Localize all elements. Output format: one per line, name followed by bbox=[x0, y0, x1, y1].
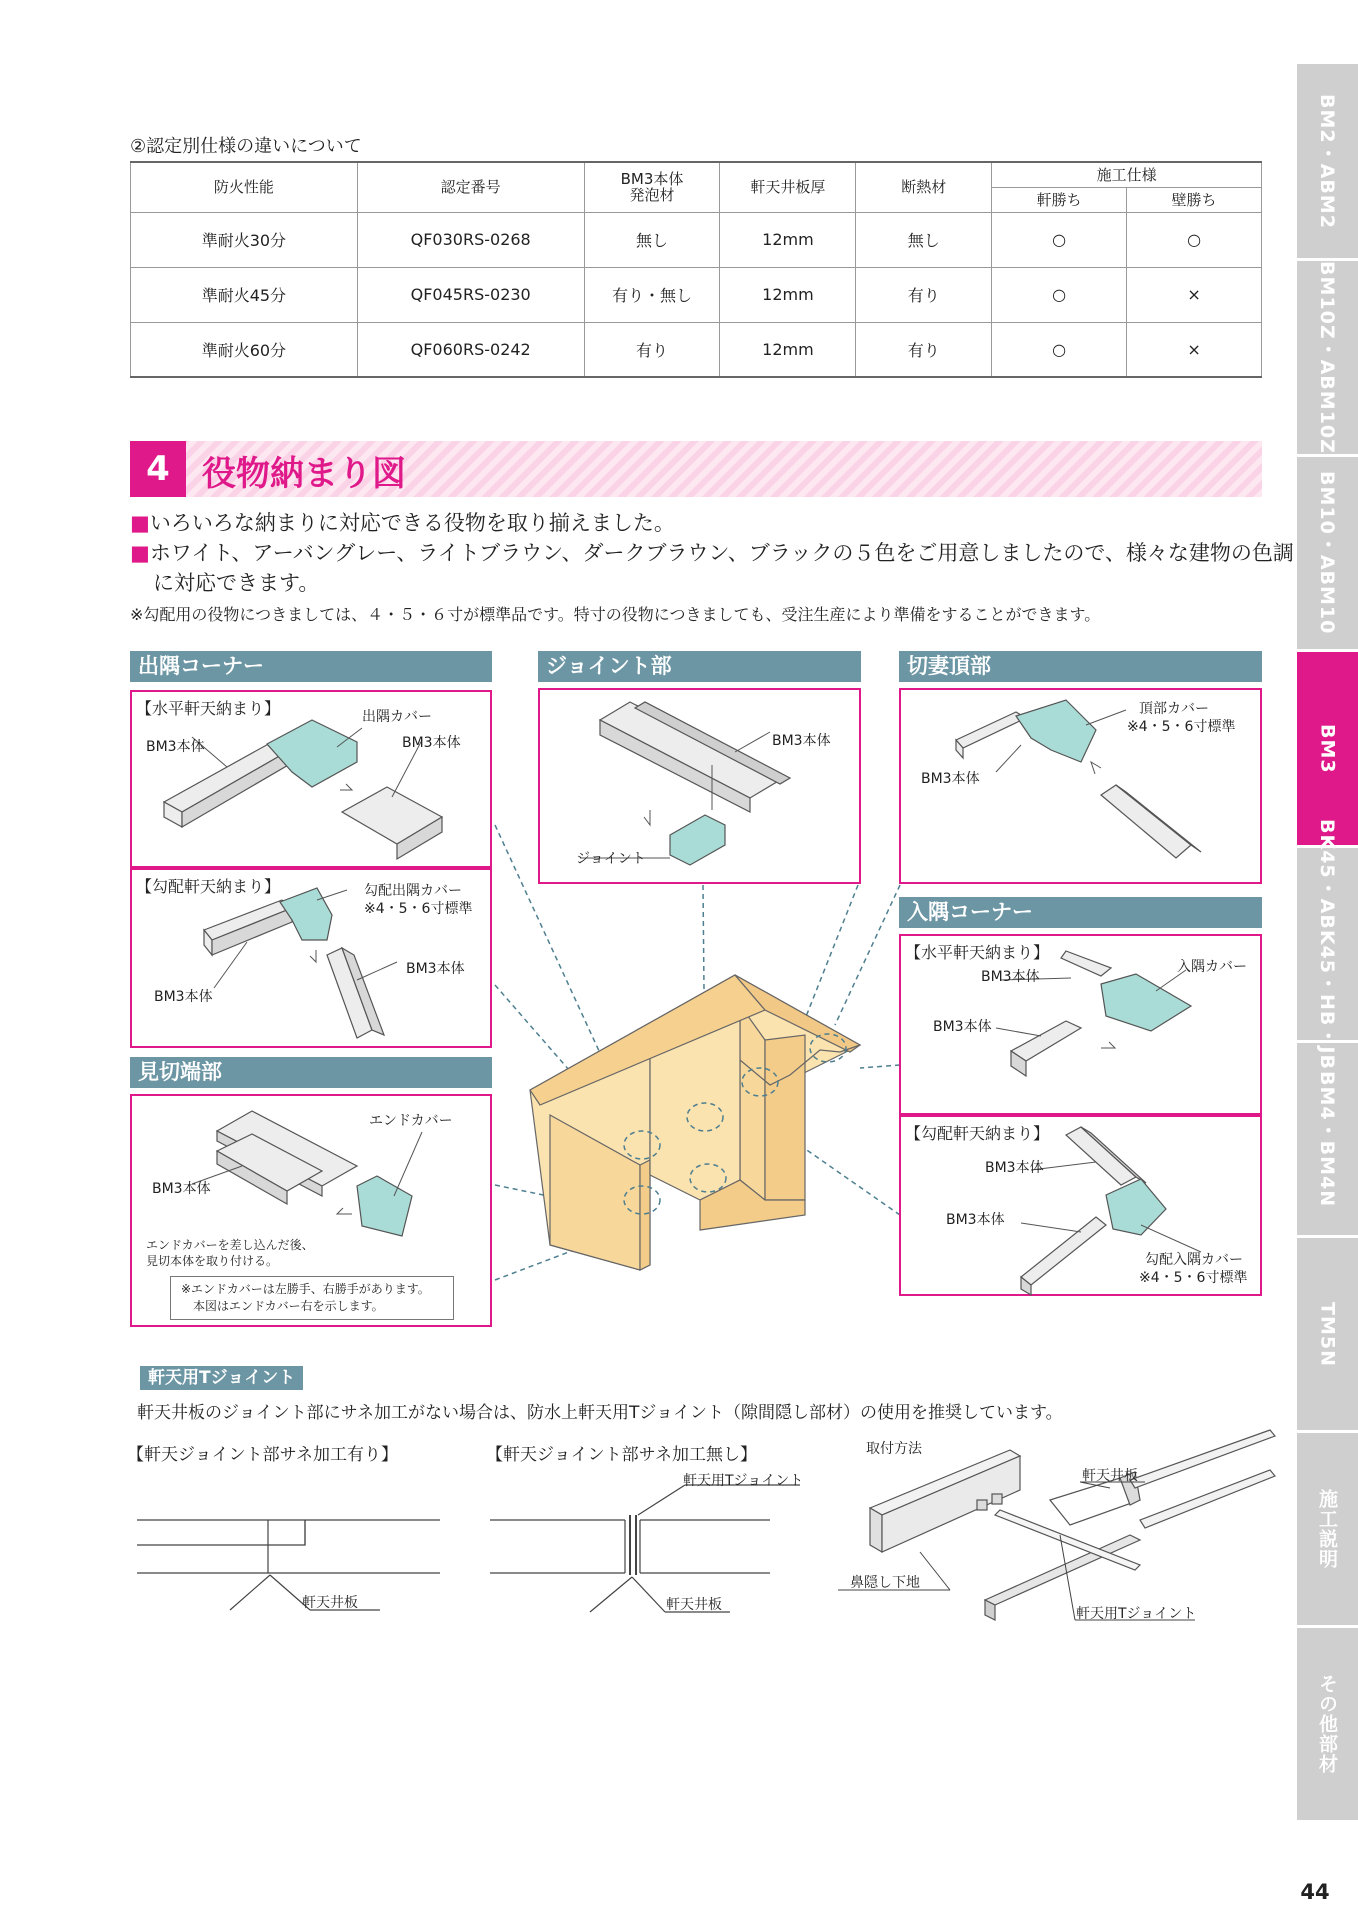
cell: × bbox=[1127, 267, 1262, 322]
cell: QF060RS-0242 bbox=[357, 322, 584, 377]
ic-s-cover-note: ※4・5・6寸標準 bbox=[1139, 1270, 1248, 1286]
cell: QF030RS-0268 bbox=[357, 212, 584, 267]
cell: 有り・無し bbox=[584, 267, 720, 322]
section-note: ※勾配用の役物につきましては、４・５・６寸が標準品です。特寸の役物につきましても、受注生産により準備をすることができます。 bbox=[130, 605, 1101, 624]
bullet-2: ■ホワイト、アーバングレー、ライトブラウン、ダークブラウン、ブラックの５色をご用意しましたので、様々な建物の色調 bbox=[130, 541, 1294, 565]
th-cert: 認定番号 bbox=[357, 162, 584, 212]
cell: ○ bbox=[992, 212, 1127, 267]
oc-s-body-right: BM3本体 bbox=[406, 961, 465, 977]
section-number: 4 bbox=[130, 441, 186, 497]
ic-h-title: 【水平軒天納まり】 bbox=[905, 943, 1050, 962]
cell: 準耐火45分 bbox=[131, 267, 358, 322]
cell: 無し bbox=[584, 212, 720, 267]
end-instruction-1: エンドカバーを差し込んだ後、 bbox=[146, 1238, 314, 1252]
cell: 12mm bbox=[720, 212, 856, 267]
gable-cover: 頂部カバー bbox=[1139, 701, 1209, 717]
joint-header: ジョイント部 bbox=[538, 651, 861, 682]
oc-s-title: 【勾配軒天納まり】 bbox=[136, 877, 281, 896]
ic-s-title: 【勾配軒天納まり】 bbox=[905, 1124, 1050, 1143]
section-title: 役物納まり図 bbox=[202, 454, 406, 494]
cell: × bbox=[1127, 322, 1262, 377]
end-note: ※エンドカバーは左勝手、右勝手があります。 本図はエンドカバー右を示します。 bbox=[170, 1276, 454, 1320]
table-title: ②認定別仕様の違いについて bbox=[130, 136, 362, 157]
page-number: 44 bbox=[1300, 1880, 1330, 1904]
oc-h-title: 【水平軒天納まり】 bbox=[136, 699, 281, 718]
th-insulation: 断熱材 bbox=[856, 162, 992, 212]
th-method-a: 軒勝ち bbox=[992, 187, 1127, 212]
without-tongue-board: 軒天井板 bbox=[666, 1597, 722, 1613]
cell: QF045RS-0230 bbox=[357, 267, 584, 322]
th-fire: 防火性能 bbox=[131, 162, 358, 212]
oc-s-cover-note: ※4・5・6寸標準 bbox=[364, 901, 473, 917]
cell: 12mm bbox=[720, 322, 856, 377]
ic-h-body-bottom: BM3本体 bbox=[933, 1019, 992, 1035]
tab-bm10z-abm10z[interactable]: BM10Z・ABM10Z bbox=[1297, 261, 1358, 457]
ic-h-cover: 入隅カバー bbox=[1177, 959, 1247, 975]
gable-body: BM3本体 bbox=[921, 771, 980, 787]
oc-h-body-right: BM3本体 bbox=[402, 735, 461, 751]
joint-label: ジョイント bbox=[576, 851, 646, 867]
method-base: 鼻隠し下地 bbox=[850, 1575, 920, 1591]
bullet-2-cont: に対応できます。 bbox=[153, 571, 320, 595]
cell: ○ bbox=[992, 267, 1127, 322]
cell: 有り bbox=[584, 322, 720, 377]
oc-s-cover: 勾配出隅カバー bbox=[364, 883, 462, 899]
cell: 無し bbox=[856, 212, 992, 267]
joint-body: BM3本体 bbox=[772, 733, 831, 749]
end-cover: エンドカバー bbox=[369, 1113, 453, 1129]
end-header: 見切端部 bbox=[130, 1057, 492, 1088]
ic-s-body-bottom: BM3本体 bbox=[946, 1212, 1005, 1228]
th-foam: BM3本体 発泡材 bbox=[584, 162, 720, 212]
oc-h-body-left: BM3本体 bbox=[146, 739, 205, 755]
gable-cover-note: ※4・5・6寸標準 bbox=[1127, 719, 1236, 735]
th-method: 施工仕様 bbox=[992, 162, 1262, 187]
inner-corner-header: 入隅コーナー bbox=[899, 897, 1262, 928]
cell: 有り bbox=[856, 322, 992, 377]
tab-tm5n[interactable]: TM5N bbox=[1297, 1238, 1358, 1433]
ic-s-body-top: BM3本体 bbox=[985, 1160, 1044, 1176]
t-joint-description: 軒天井板のジョイント部にサネ加工がない場合は、防水上軒天用Tジョイント（隙間隠し部材）の使用を推奨しています。 bbox=[137, 1403, 1063, 1423]
oc-h-cover: 出隅カバー bbox=[362, 709, 432, 725]
ic-h-body-top: BM3本体 bbox=[981, 969, 1040, 985]
end-body: BM3本体 bbox=[152, 1181, 211, 1197]
bullet-1: ■いろいろな納まりに対応できる役物を取り揃えました。 bbox=[130, 511, 675, 535]
th-thickness: 軒天井板厚 bbox=[720, 162, 856, 212]
tab-bk45-abk45-hb-jb[interactable]: BK45・ABK45・HB・JB bbox=[1297, 848, 1358, 1043]
cell: ○ bbox=[1127, 212, 1262, 267]
end-instruction-2: 見切本体を取り付ける。 bbox=[146, 1254, 279, 1268]
without-tongue-title: 【軒天ジョイント部サネ加工無し】 bbox=[486, 1445, 757, 1465]
th-method-b: 壁勝ち bbox=[1127, 187, 1262, 212]
tab-bm10-abm10[interactable]: BM10・ABM10 bbox=[1297, 457, 1358, 652]
cell: 有り bbox=[856, 267, 992, 322]
method-title: 取付方法 bbox=[866, 1441, 922, 1457]
ic-s-cover: 勾配入隅カバー bbox=[1145, 1252, 1243, 1268]
outer-corner-header: 出隅コーナー bbox=[130, 651, 492, 682]
tab-bm2-abm2[interactable]: BM2・ABM2 bbox=[1297, 64, 1358, 261]
tab-other-parts[interactable]: その他部材 bbox=[1297, 1628, 1358, 1823]
tab-construction[interactable]: 施工説明 bbox=[1297, 1433, 1358, 1628]
method-joint: 軒天用Tジョイント bbox=[1076, 1606, 1197, 1622]
t-joint-badge: 軒天用Tジョイント bbox=[140, 1366, 303, 1390]
tab-bm4-bm4n[interactable]: BM4・BM4N bbox=[1297, 1043, 1358, 1238]
with-tongue-title: 【軒天ジョイント部サネ加工有り】 bbox=[127, 1445, 398, 1465]
oc-s-body-left: BM3本体 bbox=[154, 989, 213, 1005]
without-tongue-joint: 軒天用Tジョイント bbox=[683, 1473, 804, 1489]
tab-bm3[interactable]: BM3 bbox=[1297, 652, 1358, 848]
cell: ○ bbox=[992, 322, 1127, 377]
gable-top-header: 切妻頂部 bbox=[899, 651, 1262, 682]
method-board: 軒天井板 bbox=[1082, 1468, 1138, 1484]
cell: 準耐火30分 bbox=[131, 212, 358, 267]
with-tongue-board: 軒天井板 bbox=[302, 1595, 358, 1611]
cell: 準耐火60分 bbox=[131, 322, 358, 377]
cell: 12mm bbox=[720, 267, 856, 322]
